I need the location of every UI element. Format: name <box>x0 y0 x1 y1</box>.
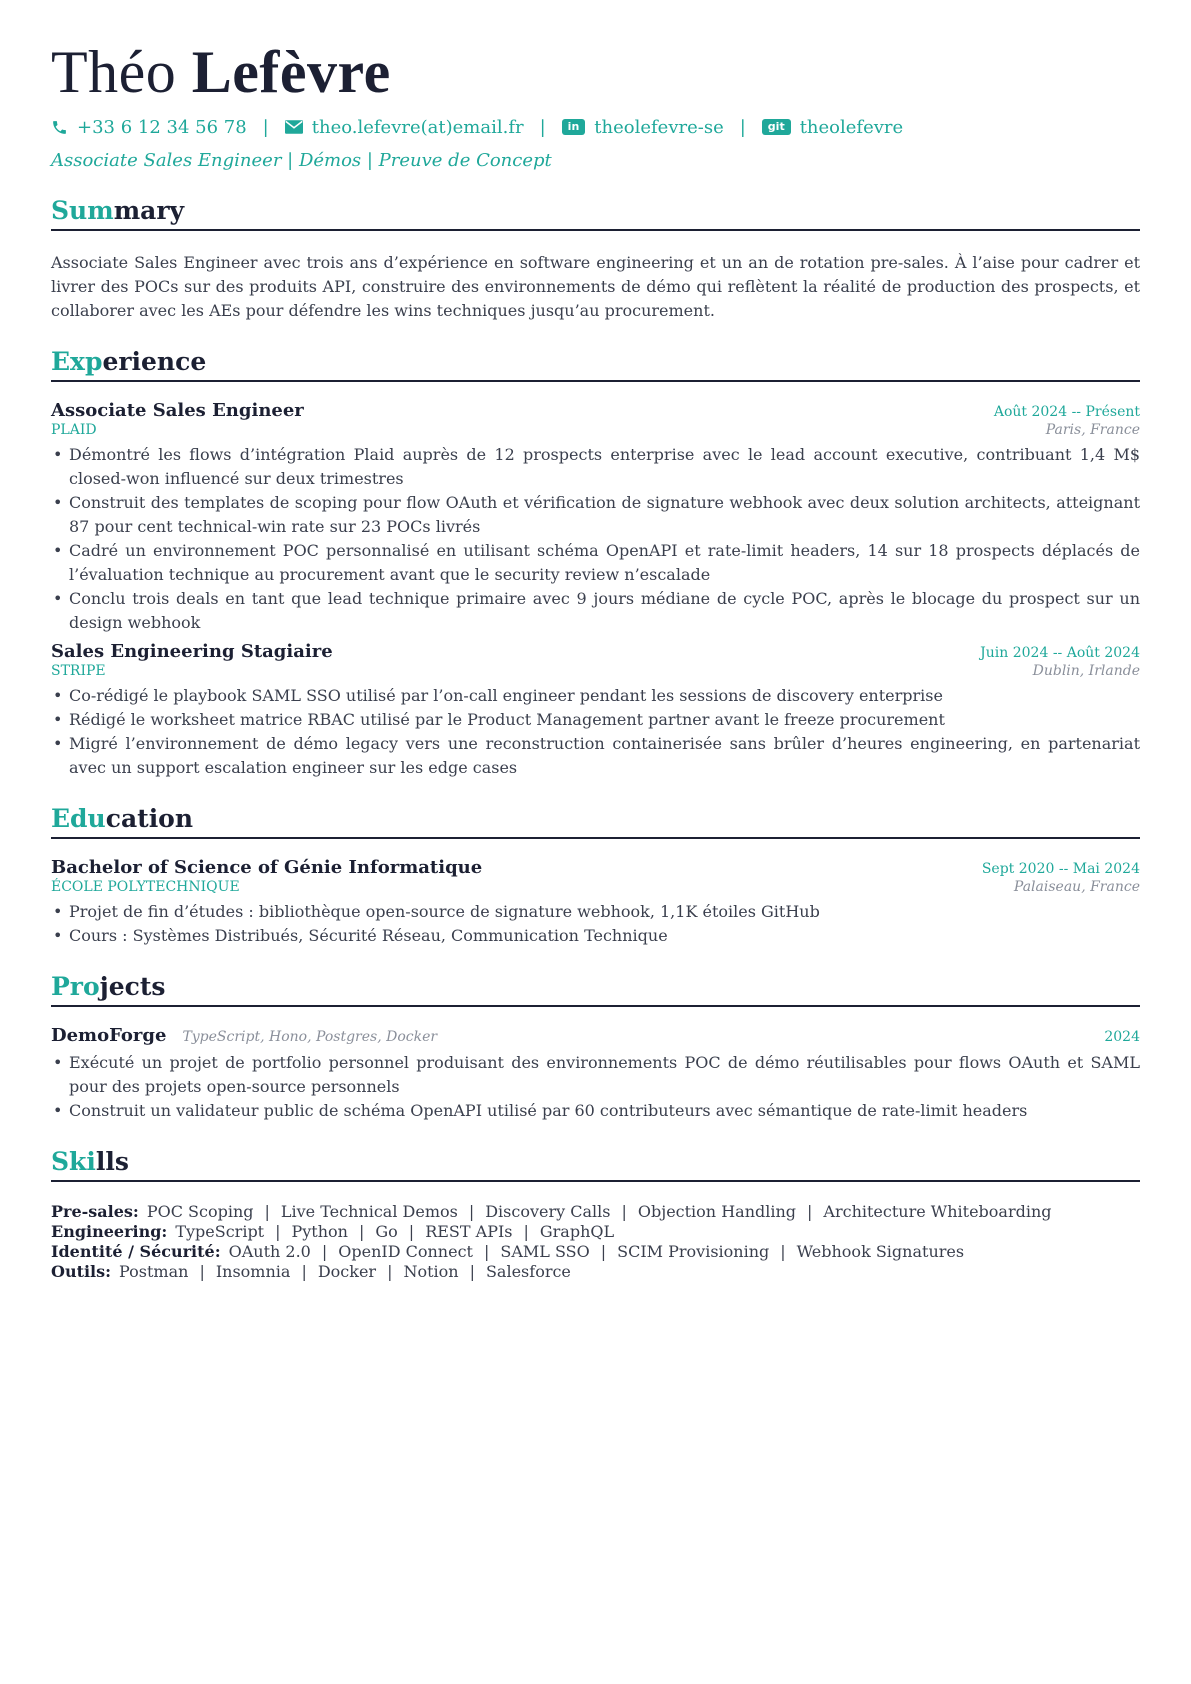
section-title-projects <box>51 970 1140 1007</box>
skill-item: TypeScript <box>175 1222 265 1241</box>
summary-section <box>51 194 1140 323</box>
skill-separator: | <box>408 1222 415 1241</box>
skill-item: REST APIs <box>425 1222 513 1241</box>
contact-separator: | <box>539 116 546 138</box>
skill-item: Architecture Whiteboarding <box>823 1202 1052 1221</box>
school-location: Palaiseau, France <box>1013 879 1140 895</box>
skill-separator: | <box>807 1202 813 1221</box>
skill-separator: | <box>780 1242 786 1261</box>
bullet-item: • Construit des templates de scoping pour flow OAuth et vérification de signature webhook avec deux solution architects, atteignant 87 pour cent technical-win rate sur 23 POCs livrés <box>51 491 1140 539</box>
skill-category: Pre-sales: <box>51 1202 139 1221</box>
section-title-rest: mary <box>113 196 185 225</box>
section-title-rest: erience <box>102 347 207 376</box>
bullet-item: • Conclu trois deals en tant que lead technique primaire avec 9 jours médiane de cycle POC, après le blocage du prospect sur un design webhook <box>51 587 1140 635</box>
skill-item: Discovery Calls <box>485 1202 611 1221</box>
skill-separator: | <box>468 1202 475 1221</box>
experience-entry <box>51 400 1140 635</box>
contact-separator: | <box>739 116 746 138</box>
section-title-highlight: Edu <box>51 804 106 833</box>
skill-row <box>51 1242 1140 1262</box>
job-location: Paris, France <box>1045 422 1140 438</box>
company-name: PLAID <box>51 422 97 438</box>
github-link[interactable] <box>762 117 903 138</box>
bullet-item: • Construit un validateur public de schéma OpenAPI utilisé par 60 contributeurs avec sémantique de rate-limit headers <box>51 1099 1140 1123</box>
skill-item: Docker <box>317 1262 377 1281</box>
skill-row <box>51 1262 1140 1282</box>
bullet-item: • Cadré un environnement POC personnalisé en utilisant schéma OpenAPI et rate-limit headers, 14 sur 18 prospects déplacés de l’évaluation technique au procurement avant que le security review n’escalade <box>51 539 1140 587</box>
git-icon: git <box>762 119 791 135</box>
section-title-highlight: Pro <box>51 972 100 1001</box>
section-title-rest: jects <box>99 972 166 1001</box>
skill-separator: | <box>523 1222 529 1241</box>
skill-item: Go <box>375 1222 398 1241</box>
skill-item: SAML SSO <box>500 1242 590 1261</box>
skill-item: OpenID Connect <box>338 1242 473 1261</box>
section-title-highlight: Ski <box>51 1147 96 1176</box>
company-name: STRIPE <box>51 663 106 679</box>
envelope-icon <box>285 120 303 134</box>
job-location: Dublin, Irlande <box>1032 663 1140 679</box>
project-entry <box>51 1025 1140 1123</box>
skill-item: Notion <box>403 1262 459 1281</box>
section-title-rest: lls <box>95 1147 129 1176</box>
education-bullets <box>51 900 1140 948</box>
contact-bar <box>51 114 1140 140</box>
skill-item: Salesforce <box>485 1262 571 1281</box>
skill-item: POC Scoping <box>146 1202 254 1221</box>
skill-item: Webhook Signatures <box>796 1242 965 1261</box>
first-name: Théo <box>51 39 177 105</box>
phone-icon <box>51 119 68 136</box>
skill-item: Postman <box>119 1262 189 1281</box>
bullet-item: • Exécuté un projet de portfolio personnel produisant des environnements POC de démo réutilisables pour flows OAuth et SAML pour des projets open-source personnels <box>51 1051 1140 1099</box>
last-name: Lefèvre <box>191 39 391 105</box>
job-bullets <box>51 443 1140 635</box>
bullet-item: • Projet de fin d’études : bibliothèque open-source de signature webhook, 1,1K étoiles GitHub <box>51 900 1140 924</box>
project-stack: TypeScript, Hono, Postgres, Docker <box>182 1029 438 1045</box>
skills-list <box>51 1202 1140 1282</box>
skill-separator: | <box>264 1202 270 1221</box>
section-title-highlight: Sum <box>51 196 114 225</box>
summary-text: Associate Sales Engineer avec trois ans d’expérience en software engineering et un an de rotation pre-sales. À l’aise pour cadrer et livrer des POCs sur des produits API, construire des environnements de démo qui reflètent la réalité de production des prospects, et collaborer avec les AEs pour défendre les wins techniques jusqu’au procurement. <box>51 253 1140 320</box>
candidate-name <box>51 0 1140 110</box>
phone-contact[interactable] <box>51 117 247 138</box>
bullet-item: • Migré l’environnement de démo legacy vers une reconstruction containerisée sans brûler d’heures engineering, en partenariat avec un support escalation engineer sur les edge cases <box>51 732 1140 780</box>
contact-separator: | <box>262 116 269 138</box>
project-title: DemoForge <box>51 1025 167 1046</box>
education-section <box>51 802 1140 948</box>
skill-row <box>51 1202 1140 1222</box>
skill-item: GraphQL <box>539 1222 615 1241</box>
skill-separator: | <box>621 1202 627 1221</box>
skill-separator: | <box>321 1242 328 1261</box>
education-dates: Sept 2020 -- Mai 2024 <box>981 861 1140 877</box>
skill-category: Outils: <box>51 1262 112 1281</box>
project-dates: 2024 <box>1104 1029 1140 1045</box>
tagline: Associate Sales Engineer | Démos | Preuve de Concept <box>51 150 552 171</box>
bullet-item: • Rédigé le worksheet matrice RBAC utilisé par le Product Management partner avant le freeze procurement <box>51 708 1140 732</box>
skill-item: Objection Handling <box>637 1202 797 1221</box>
projects-section <box>51 970 1140 1123</box>
experience-section <box>51 345 1140 780</box>
skill-item: SCIM Provisioning <box>617 1242 770 1261</box>
phone-number: +33 6 12 34 56 78 <box>77 116 247 138</box>
skill-separator: | <box>199 1262 205 1281</box>
skill-separator: | <box>600 1242 607 1261</box>
section-title-highlight: Exp <box>51 347 103 376</box>
skill-item: Python <box>291 1222 348 1241</box>
email-contact[interactable] <box>285 117 524 138</box>
section-title-skills <box>51 1145 1140 1182</box>
bullet-item: • Démontré les flows d’intégration Plaid auprès de 12 prospects enterprise avec le lead account executive, contribuant 1,4 M$ closed-won influencé sur deux trimestres <box>51 443 1140 491</box>
skill-category: Engineering: <box>51 1222 168 1241</box>
section-title-education <box>51 802 1140 839</box>
skill-separator: | <box>469 1262 475 1281</box>
skill-separator: | <box>301 1262 307 1281</box>
skill-separator: | <box>483 1242 490 1261</box>
github-handle: theolefevre <box>799 116 904 138</box>
degree-title: Bachelor of Science of Génie Informatique <box>51 857 483 878</box>
skill-item: Insomnia <box>215 1262 291 1281</box>
linkedin-link[interactable] <box>562 117 724 138</box>
job-bullets <box>51 684 1140 780</box>
linkedin-handle: theolefevre-se <box>594 116 724 138</box>
job-title: Associate Sales Engineer <box>51 400 304 421</box>
bullet-item: • Co-rédigé le playbook SAML SSO utilisé par l’on-call engineer pendant les sessions de discovery enterprise <box>51 684 1140 708</box>
project-title-row <box>51 1025 437 1046</box>
school-name: ÉCOLE POLYTECHNIQUE <box>51 879 240 895</box>
experience-entry <box>51 641 1140 780</box>
skill-row <box>51 1222 1140 1242</box>
skill-item: Live Technical Demos <box>280 1202 458 1221</box>
job-title: Sales Engineering Stagiaire <box>51 641 333 662</box>
skills-section <box>51 1145 1140 1282</box>
project-bullets <box>51 1051 1140 1123</box>
bullet-item: • Cours : Systèmes Distribués, Sécurité Réseau, Communication Technique <box>51 924 1140 948</box>
linkedin-icon: in <box>562 119 586 135</box>
skill-category: Identité / Sécurité: <box>51 1242 221 1261</box>
skill-item: OAuth 2.0 <box>228 1242 311 1261</box>
job-dates: Juin 2024 -- Août 2024 <box>980 645 1140 661</box>
skill-separator: | <box>387 1262 393 1281</box>
skill-separator: | <box>358 1222 365 1241</box>
job-dates: Août 2024 -- Présent <box>993 404 1140 420</box>
skill-separator: | <box>275 1222 281 1241</box>
education-entry <box>51 857 1140 948</box>
section-title-rest: cation <box>105 804 194 833</box>
section-title-summary <box>51 194 1140 231</box>
section-title-experience <box>51 345 1140 382</box>
email-address: theo.lefevre(at)email.fr <box>311 116 524 138</box>
